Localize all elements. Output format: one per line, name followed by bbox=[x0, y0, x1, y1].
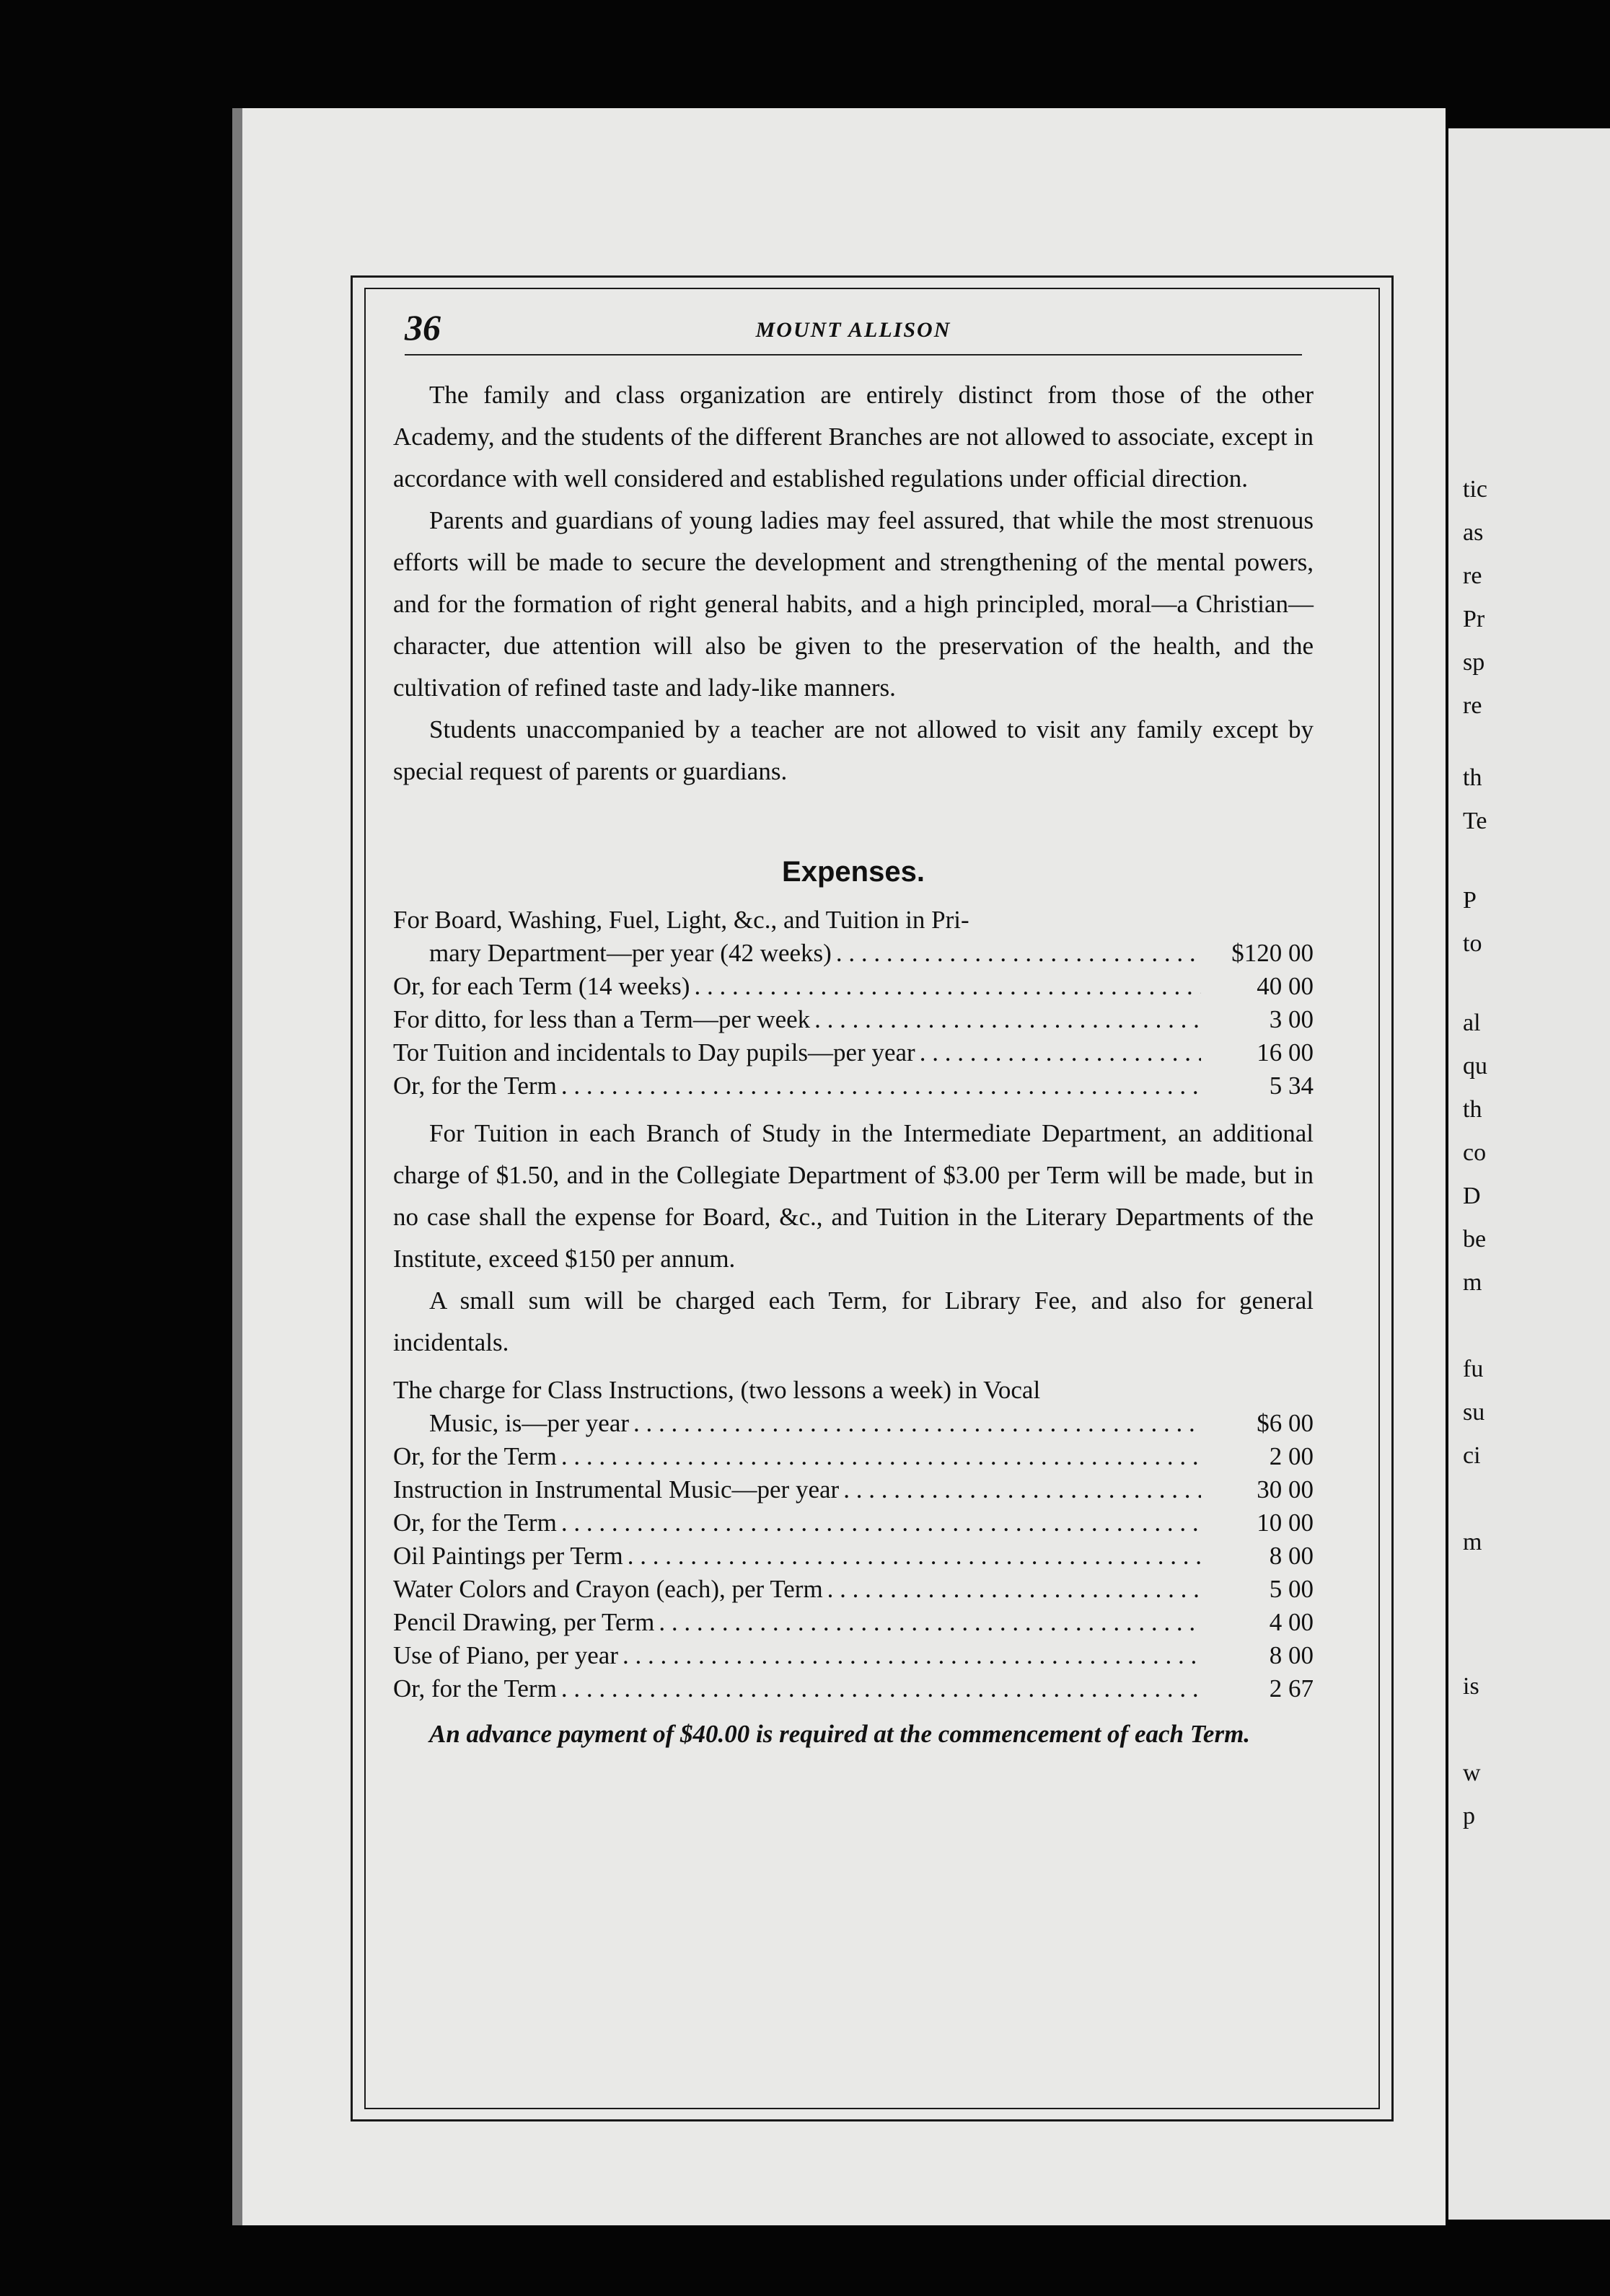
right-page-text-fragment: qu bbox=[1463, 1053, 1487, 1079]
expense-row bbox=[393, 937, 1314, 970]
expense-row bbox=[393, 1540, 1314, 1573]
expense-amount: 16 00 bbox=[1257, 1038, 1314, 1067]
right-page-fragment bbox=[1448, 128, 1610, 2220]
expense-label: Or, for the Term bbox=[393, 1442, 557, 1470]
expense-label: Use of Piano, per year bbox=[393, 1641, 618, 1669]
right-page-text-fragment: re bbox=[1463, 692, 1482, 719]
expense-amount: 30 00 bbox=[1257, 1475, 1314, 1504]
dot-leader bbox=[628, 1540, 1201, 1573]
running-head bbox=[405, 304, 1302, 356]
expense-list-board bbox=[393, 937, 1314, 1103]
right-page-text-fragment: p bbox=[1463, 1803, 1475, 1829]
dot-leader bbox=[659, 1606, 1201, 1639]
dot-leader bbox=[920, 1036, 1201, 1069]
expense-label: Oil Paintings per Term bbox=[393, 1542, 623, 1570]
right-page-text-fragment: m bbox=[1463, 1269, 1482, 1296]
expense-label: Water Colors and Crayon (each), per Term bbox=[393, 1575, 823, 1603]
expense-label: Or, for the Term bbox=[393, 1674, 557, 1703]
paragraph-parents: Parents and guardians of young ladies may feel assured, that while the most strenuous efforts will be made to secure the development and strengthening of the mental powers, and for the formation of right general habits, and a high principled, moral—a Christian—character, due attention will also be given to the preservation of the health, and the cultivation of refined taste and lady-like manners. bbox=[393, 506, 1314, 702]
dot-leader bbox=[694, 970, 1201, 1003]
dot-leader bbox=[843, 1473, 1201, 1506]
dot-leader bbox=[836, 937, 1201, 970]
expense-amount: $6 00 bbox=[1257, 1409, 1314, 1437]
right-page-text-fragment: tic bbox=[1463, 476, 1487, 503]
right-page-text-fragment: D bbox=[1463, 1183, 1481, 1209]
page-number: 36 bbox=[405, 307, 441, 348]
expense-amount: 40 00 bbox=[1257, 972, 1314, 1000]
dot-leader bbox=[827, 1573, 1201, 1606]
dot-leader bbox=[633, 1407, 1201, 1440]
expense-label: Instruction in Instrumental Music—per year bbox=[393, 1475, 840, 1504]
expense-row bbox=[393, 1606, 1314, 1639]
dot-leader bbox=[623, 1639, 1201, 1672]
expense-amount: 8 00 bbox=[1269, 1641, 1314, 1669]
expense-row bbox=[393, 1440, 1314, 1473]
advance-payment-note: An advance payment of $40.00 is required at the commencement of each Term. bbox=[429, 1720, 1251, 1748]
expense-label: Music, is—per year bbox=[429, 1409, 630, 1437]
expense-row bbox=[393, 1003, 1314, 1036]
right-page-text-fragment: Pr bbox=[1463, 606, 1485, 632]
dot-leader bbox=[814, 1003, 1201, 1036]
right-page-text-fragment: th bbox=[1463, 1096, 1482, 1123]
expense-amount: 5 34 bbox=[1269, 1072, 1314, 1100]
left-page bbox=[232, 108, 1446, 2225]
expense-amount: 5 00 bbox=[1269, 1575, 1314, 1603]
expense-row bbox=[393, 1573, 1314, 1606]
right-page-text-fragment: su bbox=[1463, 1399, 1485, 1426]
expense-music-intro: The charge for Class Instructions, (two lessons a week) in Vocal bbox=[393, 1376, 1041, 1404]
right-page-text-fragment: to bbox=[1463, 930, 1482, 957]
expense-row bbox=[393, 1506, 1314, 1540]
page-frame bbox=[351, 275, 1394, 2121]
right-page-text-fragment: is bbox=[1463, 1673, 1479, 1700]
right-page-text-fragment: co bbox=[1463, 1139, 1487, 1166]
expense-amount: 2 00 bbox=[1269, 1442, 1314, 1470]
expense-row bbox=[393, 1036, 1314, 1069]
expense-label: Or, for the Term bbox=[393, 1509, 557, 1537]
right-page-text-fragment: re bbox=[1463, 562, 1482, 589]
expense-row bbox=[393, 1407, 1314, 1440]
paragraph-library: A small sum will be charged each Term, for Library Fee, and also for general incidentals. bbox=[393, 1286, 1314, 1356]
running-title: MOUNT ALLISON bbox=[755, 318, 951, 342]
paragraph-tuition: For Tuition in each Branch of Study in the Intermediate Department, an additional charge of $1.50, and in the Collegiate Department of $3.00 per Term will be made, but in no case shall the expense for Board, &c., and Tuition in the Literary Departments of the Institute, exceed $150 per annum. bbox=[393, 1119, 1314, 1273]
expense-amount: 3 00 bbox=[1269, 1005, 1314, 1033]
expense-label: Tor Tuition and incidentals to Day pupils—per year bbox=[393, 1038, 915, 1067]
expense-label: Or, for the Term bbox=[393, 1072, 557, 1100]
expense-amount: 2 67 bbox=[1269, 1674, 1314, 1703]
expense-amount: 10 00 bbox=[1257, 1509, 1314, 1537]
right-page-text-fragment: P bbox=[1463, 887, 1477, 914]
dot-leader bbox=[561, 1672, 1201, 1705]
expense-label: Pencil Drawing, per Term bbox=[393, 1608, 655, 1636]
expense-label: Or, for each Term (14 weeks) bbox=[393, 972, 690, 1000]
dot-leader bbox=[561, 1506, 1201, 1540]
expense-row bbox=[393, 1639, 1314, 1672]
right-page-text-fragment: sp bbox=[1463, 649, 1485, 676]
expense-amount: $120 00 bbox=[1231, 939, 1314, 967]
expense-label: For ditto, for less than a Term—per week bbox=[393, 1005, 811, 1033]
right-page-text-fragment: fu bbox=[1463, 1356, 1484, 1382]
right-page-text-fragment: th bbox=[1463, 764, 1482, 791]
dot-leader bbox=[561, 1440, 1201, 1473]
expense-row bbox=[393, 1672, 1314, 1705]
expense-row bbox=[393, 1473, 1314, 1506]
expense-row bbox=[393, 1069, 1314, 1103]
expense-board-intro: For Board, Washing, Fuel, Light, &c., and Tuition in Pri- bbox=[393, 906, 969, 934]
expense-row bbox=[393, 970, 1314, 1003]
expense-amount: 8 00 bbox=[1269, 1542, 1314, 1570]
expense-list-music bbox=[393, 1407, 1314, 1705]
right-page-text-fragment: m bbox=[1463, 1529, 1482, 1555]
expense-label: mary Department—per year (42 weeks) bbox=[429, 939, 832, 967]
page-content bbox=[393, 374, 1314, 1754]
paragraph-organization: The family and class organization are entirely distinct from those of the other Academy, and the students of the different Branches are not allowed to associate, except in accordance with well considered and established regulations under official direction. bbox=[393, 381, 1314, 493]
right-page-text-fragment: as bbox=[1463, 519, 1484, 546]
right-page-text-fragment: al bbox=[1463, 1010, 1481, 1036]
dot-leader bbox=[561, 1069, 1201, 1103]
expense-amount: 4 00 bbox=[1269, 1608, 1314, 1636]
right-page-text-fragment: w bbox=[1463, 1759, 1481, 1786]
right-page-text-fragment: Te bbox=[1463, 808, 1487, 834]
right-page-text-fragment: be bbox=[1463, 1226, 1487, 1253]
right-page-text-fragment: ci bbox=[1463, 1442, 1481, 1469]
paragraph-visits: Students unaccompanied by a teacher are not allowed to visit any family except by special request of parents or guardians. bbox=[393, 715, 1314, 785]
expenses-heading: Expenses. bbox=[782, 856, 925, 888]
